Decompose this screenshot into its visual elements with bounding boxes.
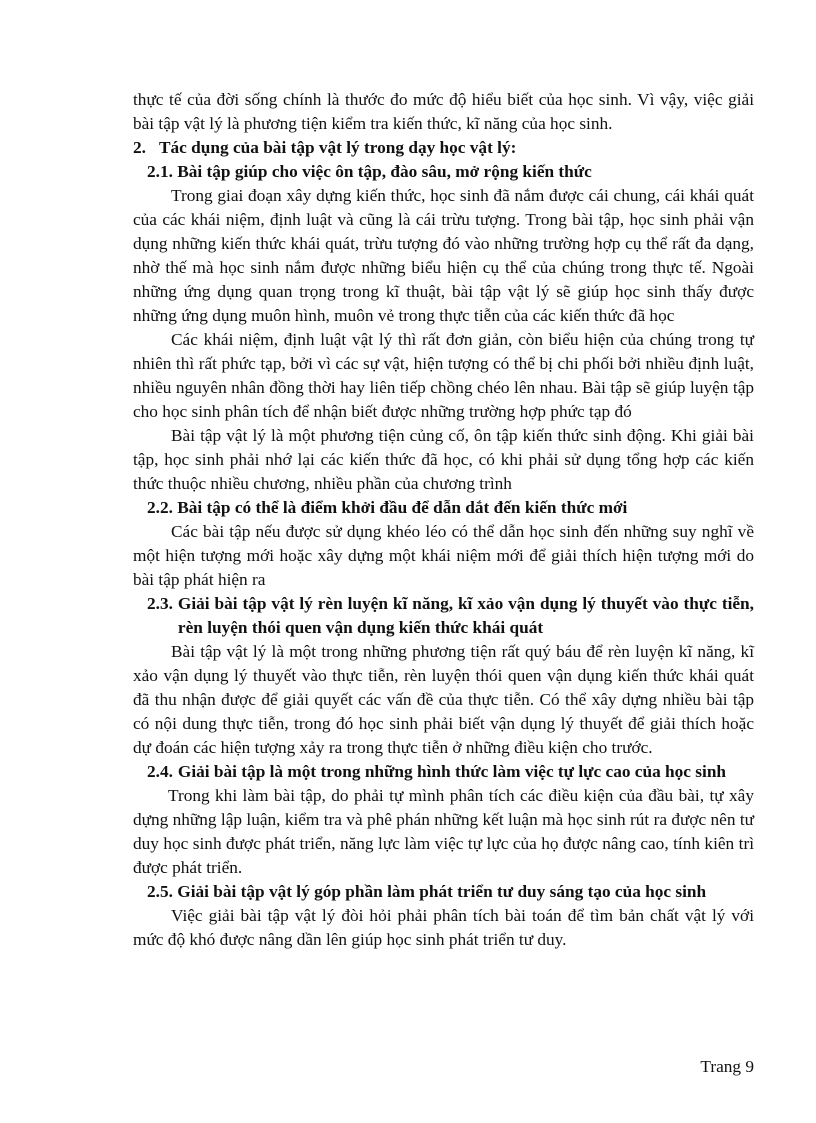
section-2-2-heading: [133, 496, 754, 520]
intro-paragraph: thực tế của đời sống chính là thước đo mức độ hiểu biết của học sinh. Vì vậy, việc giải bài tập vật lý là phương tiện kiểm tra kiến thức, kĩ năng của học sinh.: [133, 90, 754, 133]
section-2-1-number: 2.1.: [147, 162, 173, 181]
section-2-4-heading: [133, 760, 754, 784]
section-2-2-paragraph-1: Các bài tập nếu được sử dụng khéo léo có thể dẫn học sinh đến những suy nghĩ về một hiện tượng mới hoặc xây dựng một khái niệm mới để giải thích hiện tượng mới do bài tập phát hiện ra: [133, 522, 754, 589]
section-2-5-heading: [133, 880, 754, 904]
section-2-2-number: 2.2.: [147, 498, 173, 517]
section-2-3-title: Giải bài tập vật lý rèn luyện kĩ năng, kĩ xảo vận dụng lý thuyết vào thực tiễn, rèn luyện thói quen vận dụng kiến thức khái quát: [177, 594, 754, 637]
section-2-3-number: 2.3.: [147, 594, 173, 613]
section-2-1-paragraph-3: Bài tập vật lý là một phương tiện củng cố, ôn tập kiến thức sinh động. Khi giải bài tập, học sinh phải nhớ lại các kiến thức đã học, có khi phải sử dụng tổng hợp các kiến thức thuộc nhiều chương, nhiều phần của chương trình: [133, 426, 754, 493]
section-2-1-paragraph-1: Trong giai đoạn xây dựng kiến thức, học sinh đã nắm được cái chung, cái khái quát của các khái niệm, định luật và cũng là cái trừu tượng. Trong bài tập, học sinh phải vận dụng những kiến thức khái quát, trừu tượng đó vào những trường hợp cụ thể rất đa dạng, nhờ thế mà học sinh nắm được những biểu hiện cụ thể của chúng trong thực tế. Ngoài những ứng dụng quan trọng trong kĩ thuật, bài tập vật lý sẽ giúp học sinh thấy được những ứng dụng muôn hình, muôn vẻ trong thực tiễn của các kiến thức đã học: [133, 186, 754, 325]
section-2-4-title: Giải bài tập là một trong những hình thức làm việc tự lực cao của học sinh: [177, 762, 727, 781]
section-2-1-paragraph-2: Các khái niệm, định luật vật lý thì rất đơn giản, còn biểu hiện của chúng trong tự nhiên thì rất phức tạp, bởi vì các sự vật, hiện tượng có thể bị chi phối bởi nhiều định luật, nhiều nguyên nhân đồng thời hay liên tiếp chồng chéo lên nhau. Bài tập sẽ giúp luyện tập cho học sinh phân tích để nhận biết được những trường hợp phức tạp đó: [133, 330, 754, 421]
section-2-1-title: Bài tập giúp cho việc ôn tập, đào sâu, mở rộng kiến thức: [177, 162, 592, 181]
section-2-5-title: Giải bài tập vật lý góp phần làm phát triển tư duy sáng tạo của học sinh: [177, 882, 707, 901]
section-2-5-paragraph-1: Việc giải bài tập vật lý đòi hỏi phải phân tích bài toán để tìm bản chất vật lý với mức độ khó được nâng dần lên giúp học sinh phát triển tư duy.: [133, 906, 754, 949]
section-2-heading: [133, 136, 754, 160]
section-2-title: Tác dụng của bài tập vật lý trong dạy học vật lý:: [159, 138, 517, 157]
section-2-3-paragraph-1: Bài tập vật lý là một trong những phương tiện rất quý báu để rèn luyện kĩ năng, kĩ xảo vận dụng lý thuyết vào thực tiễn, rèn luyện thói quen vận dụng kiến thức khái quát đã thu nhận được để giải quyết các vấn đề của thực tiễn. Có thể xây dựng nhiều bài tập có nội dung thực tiễn, trong đó học sinh phải biết vận dụng lý thuyết để giải thích hoặc dự đoán các hiện tượng xảy ra trong thực tiễn ở những điều kiện cho trước.: [133, 642, 754, 757]
section-2-number: 2.: [133, 138, 146, 157]
section-2-2-title: Bài tập có thể là điểm khởi đầu để dẫn dắt đến kiến thức mới: [177, 498, 628, 517]
section-2-4-number: 2.4.: [147, 762, 173, 781]
section-2-3-heading: [133, 592, 754, 640]
page-number: Trang 9: [700, 1057, 754, 1076]
section-2-5-number: 2.5.: [147, 882, 173, 901]
section-2-4-paragraph-1: Trong khi làm bài tập, do phải tự mình phân tích các điều kiện của đầu bài, tự xây dựng những lập luận, kiểm tra và phê phán những kết luận mà học sinh rút ra được nên tư duy học sinh được phát triển, năng lực làm việc tự lực của họ được nâng cao, tính kiên trì được phát triển.: [133, 786, 754, 877]
section-2-1-heading: [133, 160, 754, 184]
